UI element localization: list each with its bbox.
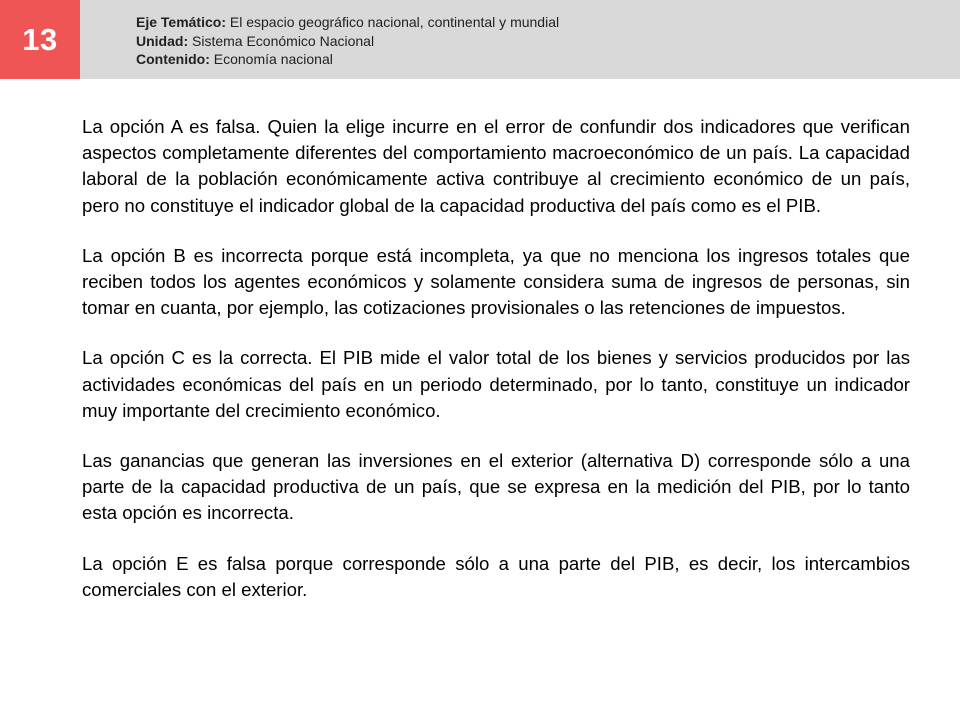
tema-label: Eje Temático: (136, 14, 226, 30)
paragraph-option-e: La opción E es falsa porque corresponde sólo a una parte del PIB, es decir, los intercambios comerciales con el exterior. (82, 552, 910, 600)
unidad-value: Sistema Económico Nacional (192, 32, 375, 49)
contenido-line (136, 50, 559, 69)
slide-number: 13 (22, 21, 58, 57)
tema-line (136, 13, 559, 32)
header-meta (136, 13, 559, 69)
slide-number-badge (0, 0, 80, 79)
paragraph-option-b: La opción B es incorrecta porque está incompleta, ya que no menciona los ingresos totales que reciben todos los agentes económicos y solamente considera suma de ingresos de personas, sin tomar en cuanta, por ejemplo, las cotizaciones provisionales o las retenciones de impuestos. (82, 244, 910, 319)
paragraph-option-d: Las ganancias que generan las inversiones en el exterior (alternativa D) corresponde sólo a una parte de la capacidad productiva de un país, que se expresa en la medición del PIB, por lo tanto esta opción es incorrecta. (82, 450, 910, 524)
unidad-label: Unidad: (136, 32, 189, 49)
header-bar (0, 0, 960, 79)
explanation-body (82, 114, 910, 627)
contenido-value: Economía nacional (213, 51, 333, 67)
paragraph-option-a: La opción A es falsa. Quien la elige incurre en el error de confundir dos indicadores que verifican aspectos completamente diferentes del comportamiento macroeconómico de un país. La capacidad laboral de la población económicamente activa contribuye al crecimiento económico de un país, pero no constituye el indicador global de la capacidad productiva del país como es el PIB. (82, 116, 910, 216)
unidad-line (136, 32, 559, 51)
paragraph-option-c: La opción C es la correcta. El PIB mide el valor total de los bienes y servicios producidos por las actividades económicas del país en un periodo determinado, por lo tanto, constituye un indicador muy importante del crecimiento económico. (82, 347, 910, 421)
tema-value: El espacio geográfico nacional, continental y mundial (229, 14, 560, 30)
contenido-label: Contenido: (136, 51, 210, 67)
